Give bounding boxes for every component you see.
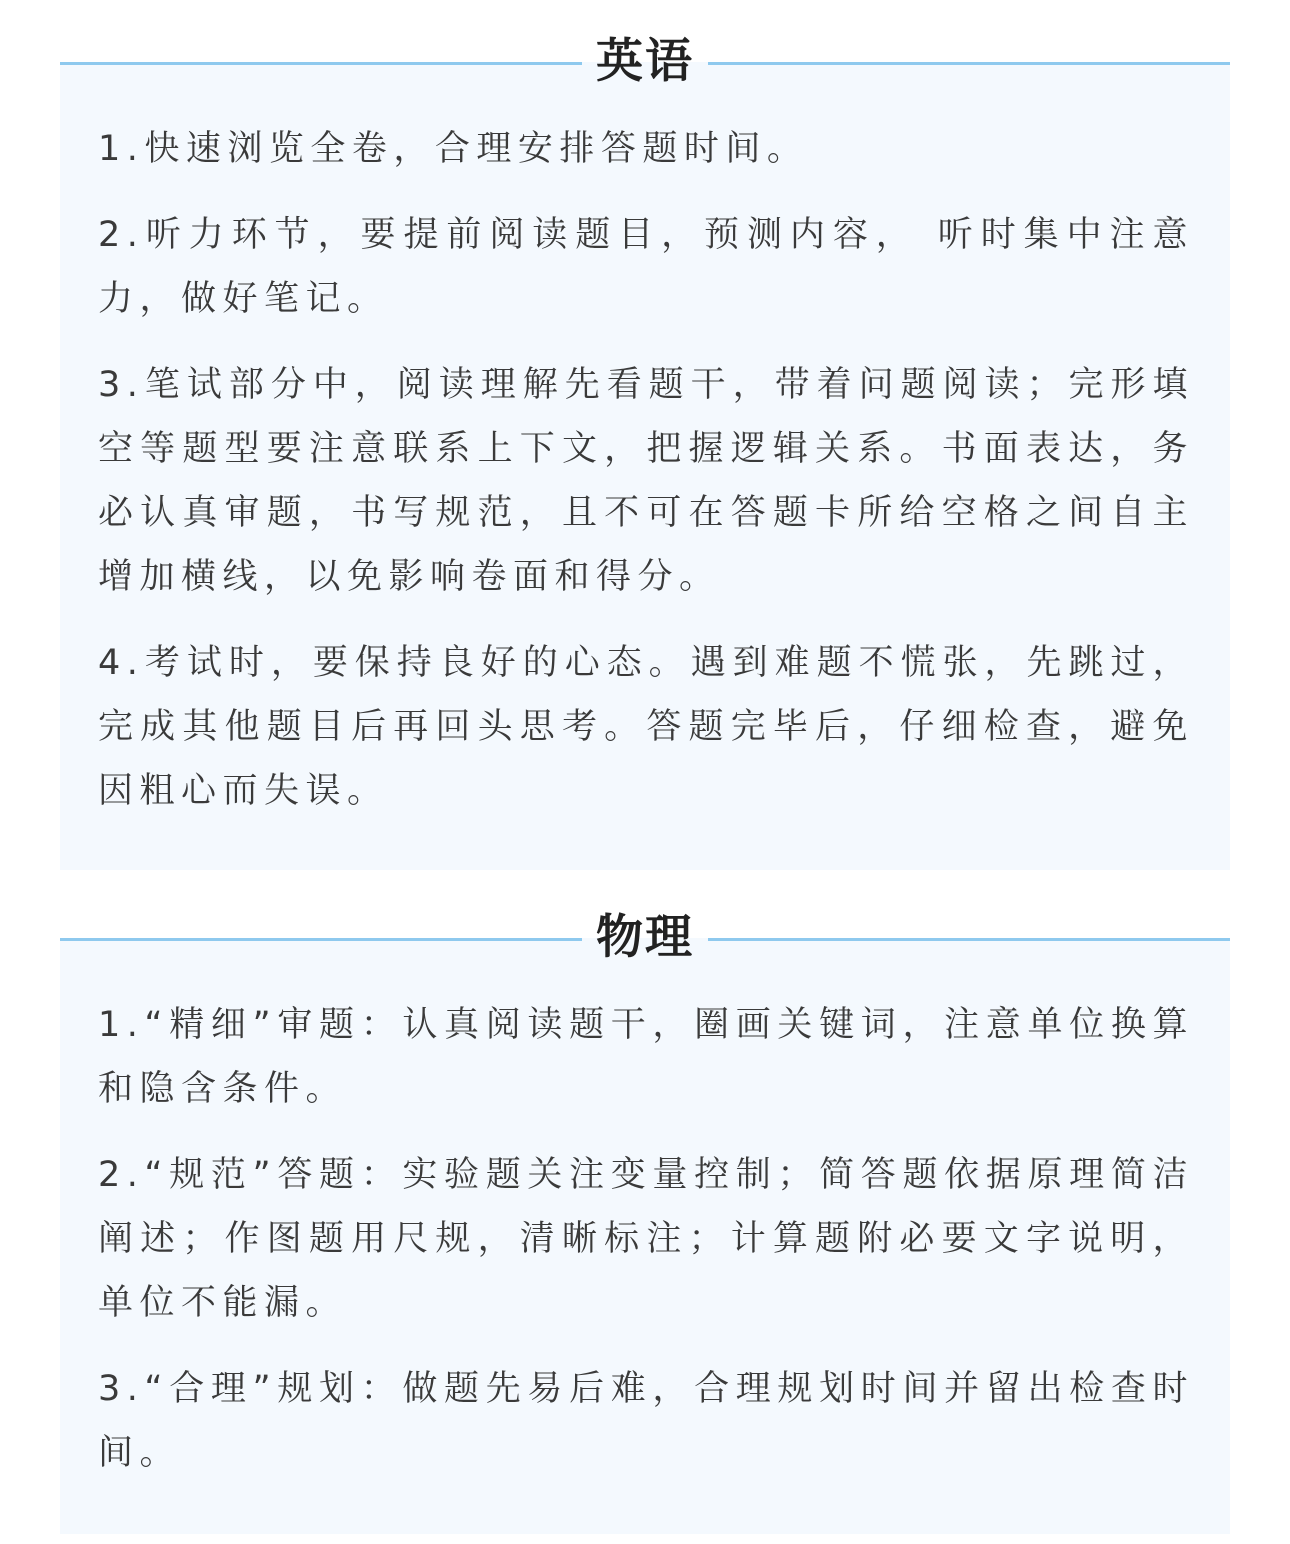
tip-item: 1.快速浏览全卷，合理安排答题时间。 — [98, 129, 809, 169]
tips-list — [98, 993, 1194, 1507]
tip-item: 4.考试时，要保持良好的心态。遇到难题不慌张，先跳过，完成其他题目后再回头思考。答题完毕后，仔细检查，避免因粗心而失误。 — [98, 643, 1194, 811]
section-title: 物理 — [596, 910, 694, 965]
tip-item: 3.“合理”规划：做题先易后难，合理规划时间并留出检查时间。 — [98, 1369, 1194, 1473]
tip-item: 2.听力环节，要提前阅读题目，预测内容， 听时集中注意力，做好笔记。 — [98, 215, 1194, 319]
section-english — [60, 34, 1230, 870]
tips-list — [98, 117, 1194, 845]
section-title: 英语 — [596, 34, 694, 89]
tip-item: 3.笔试部分中，阅读理解先看题干，带着问题阅读；完形填空等题型要注意联系上下文，把握逻辑关系。书面表达，务必认真审题，书写规范，且不可在答题卡所给空格之间自主增加横线，以免影响卷面和得分。 — [98, 365, 1194, 597]
tip-item: 1.“精细”审题：认真阅读题干，圈画关键词，注意单位换算和隐含条件。 — [98, 1005, 1194, 1109]
tip-item: 2.“规范”答题：实验题关注变量控制；简答题依据原理简洁阐述；作图题用尺规，清晰标注；计算题附必要文字说明，单位不能漏。 — [98, 1155, 1194, 1323]
section-physics — [60, 910, 1230, 1534]
